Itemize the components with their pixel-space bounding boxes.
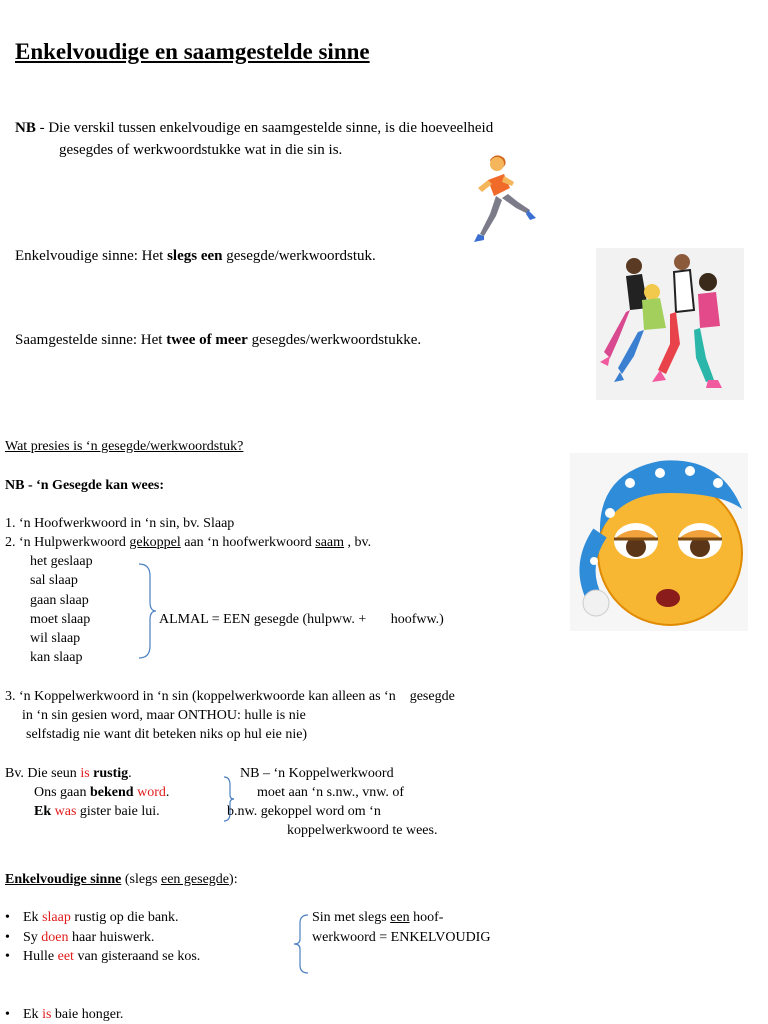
almal-note: ALMAL = EEN gesegde (hulpww. + hoofww.) bbox=[159, 612, 444, 627]
bullet-item-1: • Ek slaap rustig op die bank. bbox=[5, 910, 179, 925]
item3-line2: in ‘n sin gesien word, maar ONTHOU: hulle is nie bbox=[22, 708, 306, 723]
item2: 2. ‘n Hulpwerkwoord gekoppel aan ‘n hoofwerkwoord saam , bv. bbox=[5, 535, 372, 550]
bullet-item-3: • Hulle eet van gisteraand se kos. bbox=[5, 949, 201, 964]
item3-line3: selfstadig nie want dit beteken niks op hul eie nie) bbox=[26, 727, 308, 742]
runner-icon bbox=[470, 152, 540, 244]
runners-group-icon bbox=[596, 248, 744, 400]
example-2: sal slaap bbox=[30, 573, 78, 588]
sin-met-line2: werkwoord = ENKELVOUDIG bbox=[312, 930, 491, 945]
note-line4: koppelwerkwoord te wees. bbox=[287, 823, 438, 838]
example-sentence-3: Ek was gister baie lui. bbox=[34, 804, 160, 819]
example-sentence-1: Bv. Die seun is rustig. bbox=[5, 766, 132, 781]
sin-met-line1: Sin met slegs een hoof- bbox=[312, 910, 444, 925]
enkelvoudige-heading: Enkelvoudige sinne (slegs een gesegde): bbox=[5, 872, 238, 887]
note-line3: b.nw. gekoppel word om ‘n bbox=[227, 804, 381, 819]
enkelvoudige-definition: Enkelvoudige sinne: Het slegs een gesegde/werkwoordstuk. bbox=[15, 248, 376, 264]
bullet-item-2: • Sy doen haar huiswerk. bbox=[5, 930, 155, 945]
saamgestelde-definition: Saamgestelde sinne: Het twee of meer gesegdes/werkwoordstukke. bbox=[15, 332, 422, 348]
item3-line1: 3. ‘n Koppelwerkwoord in ‘n sin (koppelwerkwoorde kan alleen as ‘n gesegde bbox=[5, 689, 455, 704]
nb-line2: gesegdes of werkwoordstukke wat in die sin is. bbox=[59, 142, 343, 158]
example-4: moet slaap bbox=[30, 612, 91, 627]
note-line2: moet aan ‘n s.nw., vnw. of bbox=[257, 785, 405, 800]
example-1: het geslaap bbox=[30, 554, 93, 569]
sleepy-emoji-icon bbox=[570, 453, 748, 631]
brace-icon-3 bbox=[292, 913, 314, 975]
nb-line1: NB - Die verskil tussen enkelvoudige en saamgestelde sinne, is die hoeveelheid bbox=[15, 120, 494, 136]
question-heading: Wat presies is ‘n gesegde/werkwoordstuk? bbox=[5, 439, 244, 454]
nb2-heading: NB - ‘n Gesegde kan wees: bbox=[5, 478, 165, 493]
example-5: wil slaap bbox=[30, 631, 81, 646]
example-6: kan slaap bbox=[30, 650, 83, 665]
note-line1: NB – ‘n Koppelwerkwoord bbox=[240, 766, 394, 781]
example-3: gaan slaap bbox=[30, 593, 89, 608]
bullet-item-4: • Ek is baie honger. bbox=[5, 1007, 124, 1022]
page-title: Enkelvoudige en saamgestelde sinne bbox=[15, 39, 370, 64]
brace-icon bbox=[136, 562, 160, 660]
example-sentence-2: Ons gaan bekend word. bbox=[34, 785, 170, 800]
item1: 1. ‘n Hoofwerkwoord in ‘n sin, bv. Slaap bbox=[5, 516, 235, 531]
